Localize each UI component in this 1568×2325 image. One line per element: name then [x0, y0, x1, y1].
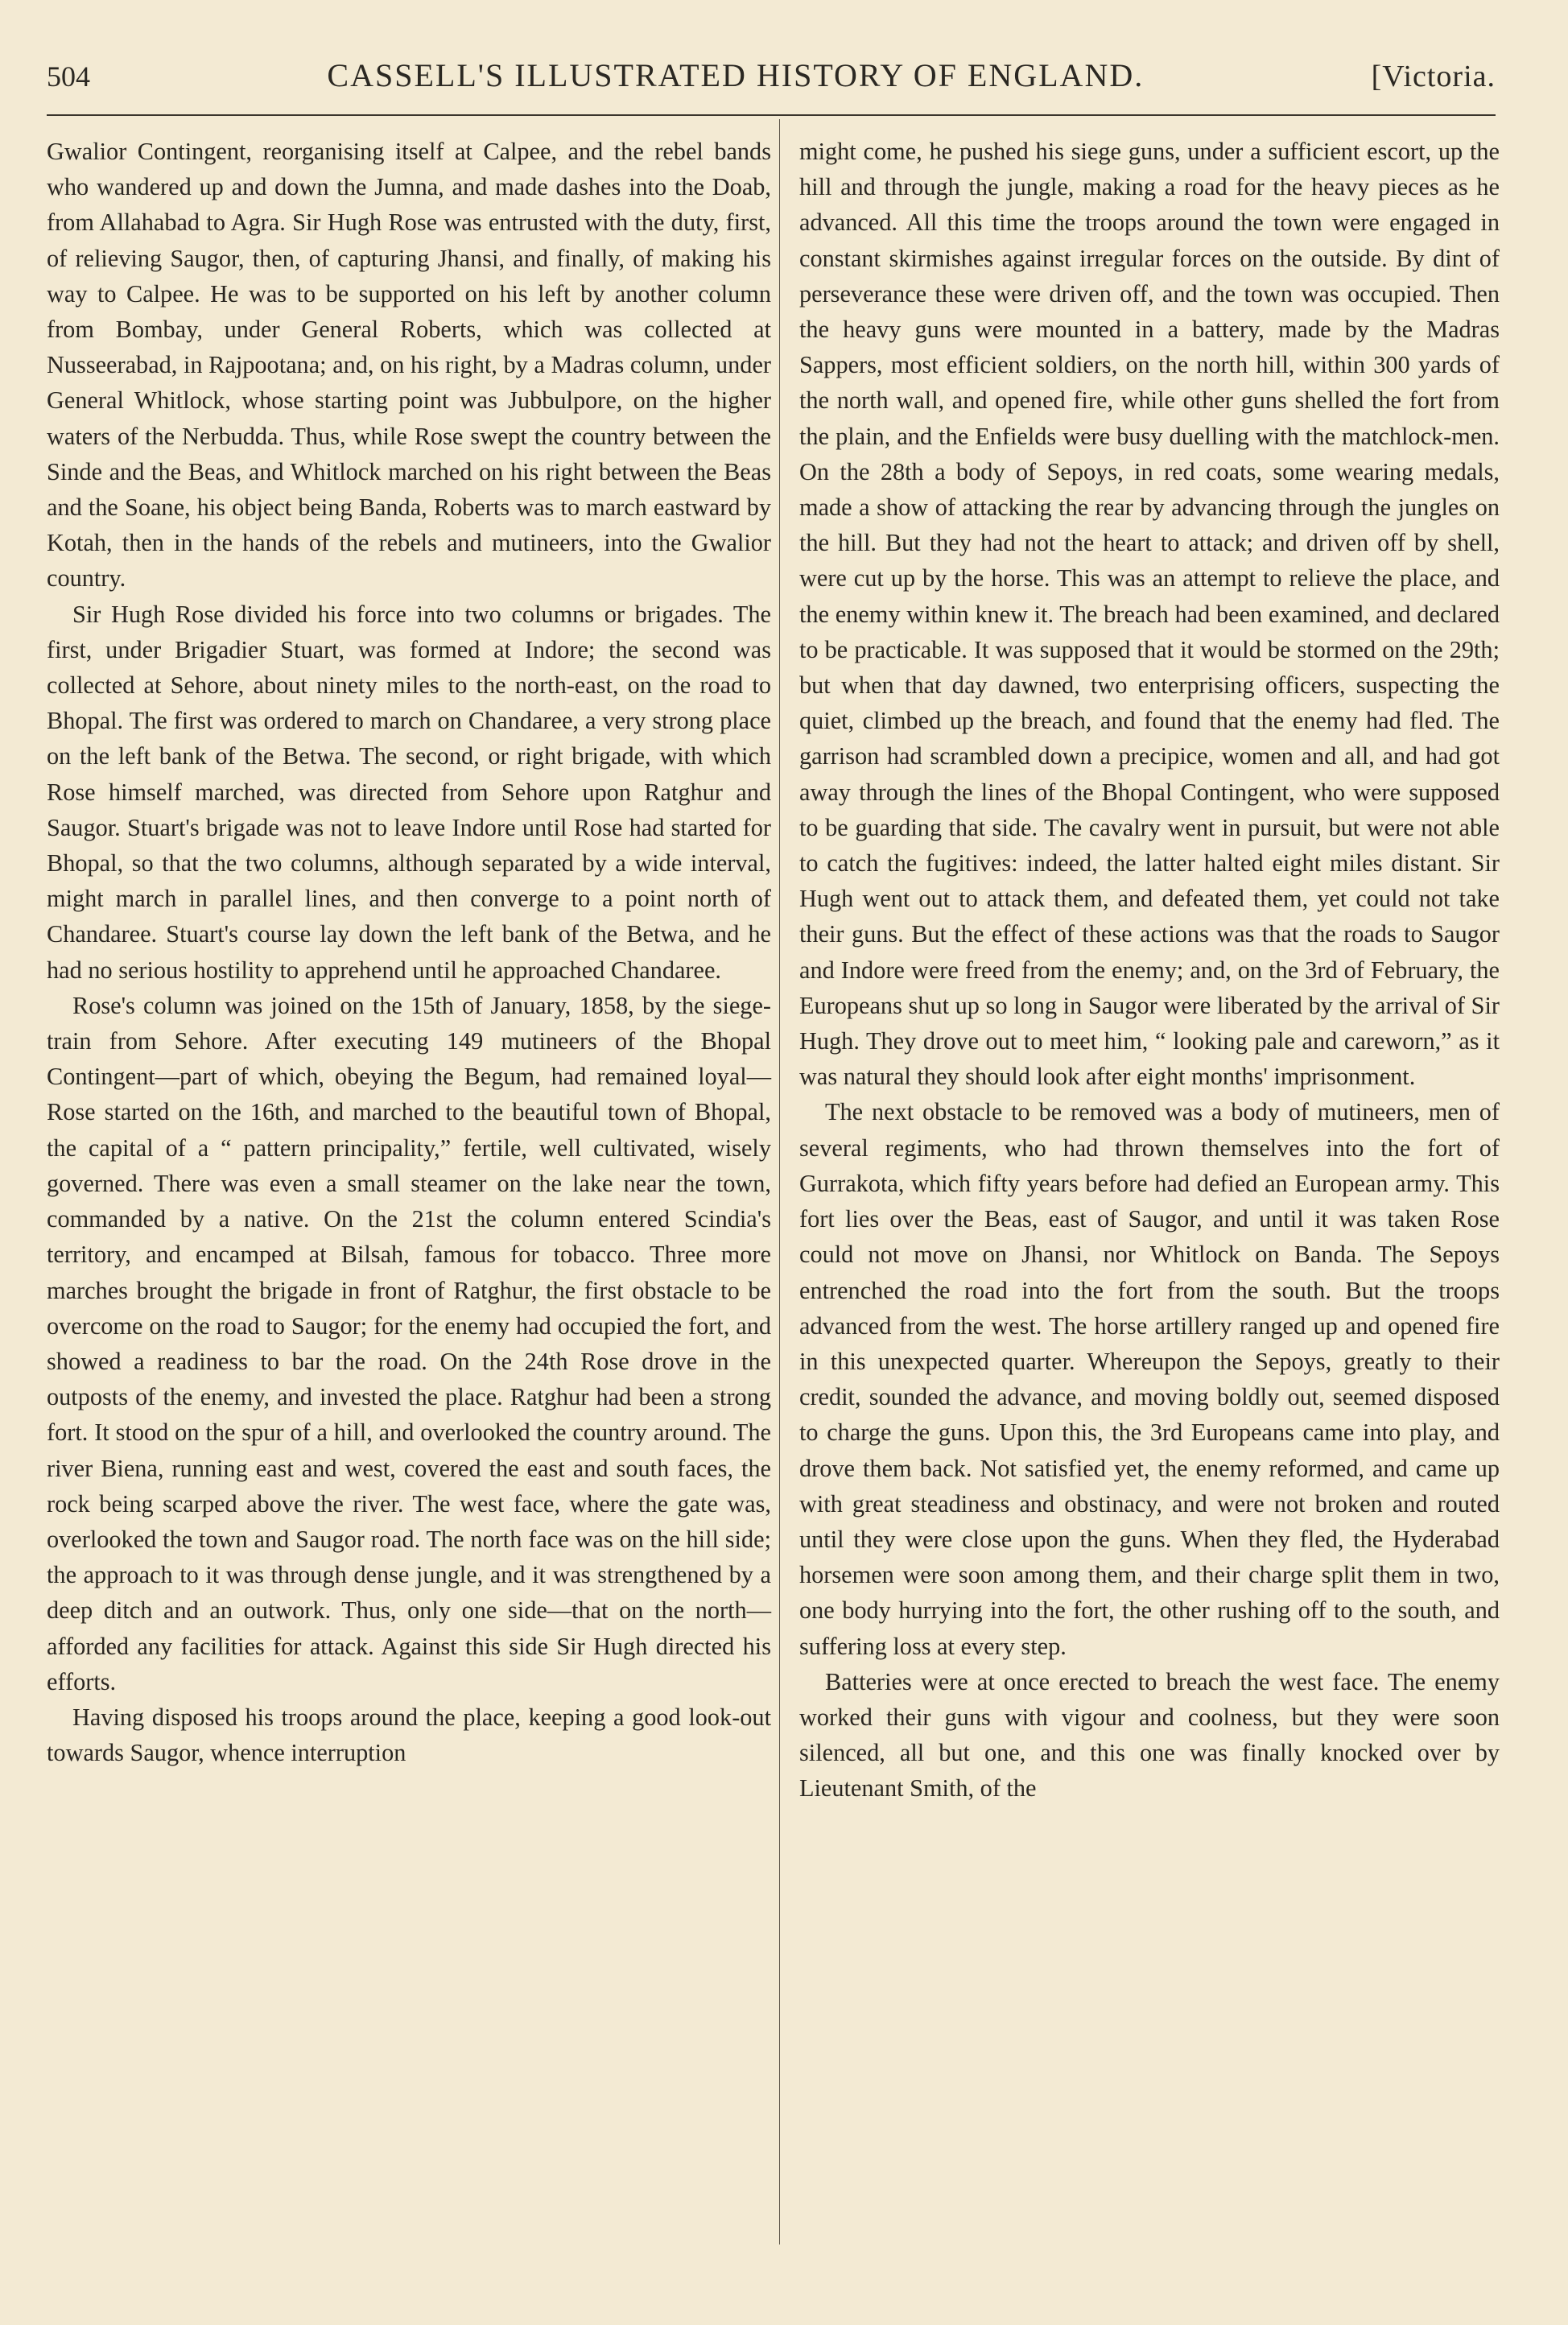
paragraph: Gwalior Contingent, reorganising itself at Calpee, and the rebel bands who wandered up and down the Jumna, and made dashes into the Doab, from Allahabad to Agra. Sir Hugh Rose was entrusted with the duty, first, of relieving Saugor, then, of capturing Jhansi, and finally, of making his way to Calpee. He was to be supported on his left by another column from Bombay, under General Roberts, which was collected at Nusseerabad, in Rajpootana; and, on his right, by a Madras column, under General Whitlock, whose starting point was Jubbulpore, on the higher waters of the Nerbudda. Thus, while Rose swept the country between the Sinde and the Beas, and Whitlock marched on his right between the Beas and the Soane, his object being Banda, Roberts was to march eastward by Kotah, then in the hands of the rebels and mutineers, into the Gwalior country. — [47, 138, 771, 593]
paragraph: The next obstacle to be removed was a body of mutineers, men of several regiments, who had thrown themselves into the fort of Gurrakota, which fifty years before had defied an European army. This fort lies over the Beas, east of Saugor, and until it was taken Rose could not move on Jhansi, nor Whitlock on Banda. The Sepoys entrenched the road into the fort from the south. But the troops advanced from the west. The horse artillery ranged up and opened fire in this unexpected quarter. Whereupon the Sepoys, greatly to their credit, sounded the advance, and moving boldly out, seemed disposed to charge the guns. Upon this, the 3rd Europeans came into play, and drove them back. Not satisfied yet, the enemy reformed, and came up with great steadiness and obstinacy, and were not broken and routed until they were close upon the guns. When they fled, the Hyderabad horsemen were soon among them, and their charge split them in two, one body hurrying into the fort, the other rushing off to the south, and suffering loss at every step. — [799, 1098, 1500, 1660]
paragraph: might come, he pushed his siege guns, under a sufficient escort, up the hill and through the jungle, making a road for the heavy pieces as he advanced. All this time the troops around the town were engaged in constant skirmishes against irregular forces on the outside. By dint of perseverance these were driven off, and the town was occupied. Then the heavy guns were mounted in a battery, made by the Madras Sappers, most efficient soldiers, on the north hill, within 300 yards of the north wall, and opened fire, while other guns shelled the fort from the plain, and the Enfields were busy duelling with the matchlock-men. On the 28th a body of Sepoys, in red coats, some wearing medals, made a show of attacking the rear by advancing through the jungles on the hill. But they had not the heart to attack; and driven off by shell, were cut up by the horse. This was an attempt to relieve the place, and the enemy within knew it. The breach had been examined, and declared to be practicable. It was supposed that it would be stormed on the 29th; but when that day dawned, two enterprising officers, suspecting the quiet, climbed up the breach, and found that the enemy had fled. The garrison had scrambled down a precipice, women and all, and had got away through the lines of the Bhopal Contingent, who were supposed to be guarding that side. The cavalry went in pursuit, but were not able to catch the fugitives: indeed, the latter halted eight miles distant. Sir Hugh went out to attack them, and defeated them, yet could not take their guns. But the effect of these actions was that the roads to Saugor and Indore were freed from the enemy; and, on the 3rd of February, the Europeans shut up so long in Saugor were liberated by the arrival of Sir Hugh. They drove out to meet him, “ looking pale and careworn,” as it was natural they should look after eight months' imprisonment. — [799, 138, 1500, 1091]
right-column — [799, 134, 1500, 1807]
column-divider — [779, 119, 780, 2244]
paragraph: Having disposed his troops around the place, keeping a good look-out towards Saugor, whence interruption — [47, 1703, 771, 1767]
left-column — [47, 134, 771, 1770]
section-label: [Victoria. — [1371, 60, 1496, 93]
paragraph: Sir Hugh Rose divided his force into two columns or brigades. The first, under Brigadier Stuart, was formed at Indore; the second was collected at Sehore, about ninety miles to the north-east, on the road to Bhopal. The first was ordered to march on Chandaree, a very strong place on the left bank of the Betwa. The second, or right brigade, with which Rose himself marched, was directed from Sehore upon Ratghur and Saugor. Stuart's brigade was not to leave Indore until Rose had started for Bhopal, so that the two columns, although separated by a wide interval, might march in parallel lines, and then converge to a point north of Chandaree. Stuart's course lay down the left bank of the Betwa, and he had no serious hostility to apprehend until he approached Chandaree. — [47, 600, 771, 984]
page-number: 504 — [47, 60, 90, 93]
paragraph: Rose's column was joined on the 15th of January, 1858, by the siege-train from Sehore. After executing 149 mutineers of the Bhopal Contingent—part of which, obeying the Begum, had remained loyal—Rose started on the 16th, and marched to the beautiful town of Bhopal, the capital of a “ pattern principality,” fertile, well cultivated, wisely governed. There was even a small steamer on the lake near the town, commanded by a native. On the 21st the column entered Scindia's territory, and encamped at Bilsah, famous for tobacco. Three more marches brought the brigade in front of Ratghur, the first obstacle to be overcome on the road to Saugor; for the enemy had occupied the fort, and showed a readiness to bar the road. On the 24th Rose drove in the outposts of the enemy, and invested the place. Ratghur had been a strong fort. It stood on the spur of a hill, and overlooked the country around. The river Biena, running east and west, covered the east and south faces, the rock being scarped above the river. The west face, where the gate was, overlooked the town and Saugor road. The north face was on the hill side; the approach to it was through dense jungle, and it was strengthened by a deep ditch and an outwork. Thus, only one side—that on the north—afforded any facilities for attack. Against this side Sir Hugh directed his efforts. — [47, 991, 771, 1695]
paragraph: Batteries were at once erected to breach the west face. The enemy worked their guns with vigour and coolness, but they were soon silenced, all but one, and this one was finally knocked over by Lieutenant Smith, of the — [799, 1667, 1500, 1803]
header-rule — [47, 114, 1496, 116]
running-header — [47, 56, 1496, 105]
book-title: CASSELL'S ILLUSTRATED HISTORY OF ENGLAND. — [327, 57, 1145, 93]
